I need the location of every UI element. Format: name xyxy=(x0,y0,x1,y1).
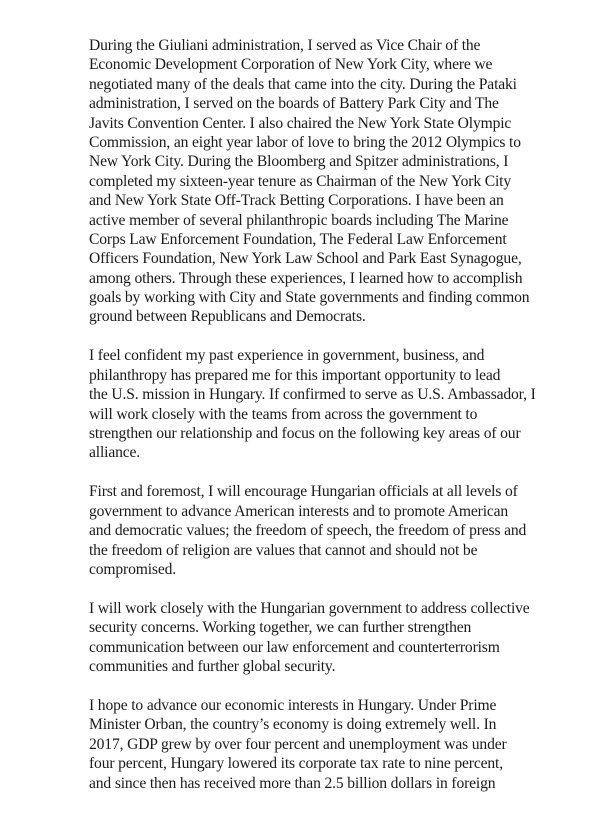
text-line: completed my sixteen-year tenure as Chairman of the New York City xyxy=(89,172,512,190)
text-line: government to advance American interests and to promote American xyxy=(89,502,509,520)
text-line: Javits Convention Center. I also chaired the New York State Olympic xyxy=(89,114,512,132)
text-line: I hope to advance our economic interests in Hungary. Under Prime xyxy=(89,697,497,715)
text-line: First and foremost, I will encourage Hungarian officials at all levels of xyxy=(89,483,518,501)
paragraph-career-background xyxy=(89,36,529,327)
paragraph-security-cooperation xyxy=(89,599,529,677)
text-line: the U.S. mission in Hungary. If confirmed to serve as U.S. Ambassador, I xyxy=(89,386,536,404)
text-line: philanthropy has prepared me for this important opportunity to lead xyxy=(89,366,501,384)
text-line: among others. Through these experiences, I learned how to accomplish xyxy=(89,269,523,287)
text-line: New York City. During the Bloomberg and Spitzer administrations, I xyxy=(89,153,509,171)
text-line: compromised. xyxy=(89,560,176,578)
text-line: and since then has received more than 2.5 billion dollars in foreign xyxy=(89,774,496,792)
paragraph-confidence-statement xyxy=(89,346,536,462)
text-line: strengthen our relationship and focus on the following key areas of our xyxy=(89,425,521,443)
text-line: and democratic values; the freedom of speech, the freedom of press and xyxy=(89,522,527,540)
text-line: four percent, Hungary lowered its corporate tax rate to nine percent, xyxy=(89,755,503,773)
paragraph-democratic-values xyxy=(89,482,529,579)
text-line: and New York State Off-Track Betting Corporations. I have been an xyxy=(89,192,504,210)
text-line: Economic Development Corporation of New York City, where we xyxy=(89,56,493,74)
text-line: I feel confident my past experience in government, business, and xyxy=(89,347,485,365)
text-line: communication between our law enforcement and counterterrorism xyxy=(89,638,500,656)
document-page xyxy=(89,36,536,813)
text-line: ground between Republicans and Democrats. xyxy=(89,308,366,326)
text-line: active member of several philanthropic boards including The Marine xyxy=(89,211,509,229)
text-line: 2017, GDP grew by over four percent and unemployment was under xyxy=(89,735,507,753)
text-line: will work closely with the teams from across the government to xyxy=(89,405,478,423)
text-line: goals by working with City and State governments and finding common xyxy=(89,289,530,307)
text-line: Corps Law Enforcement Foundation, The Federal Law Enforcement xyxy=(89,230,507,248)
text-line: Commission, an eight year labor of love to bring the 2012 Olympics to xyxy=(89,133,521,151)
paragraph-economic-interests xyxy=(89,696,529,793)
text-line: During the Giuliani administration, I served as Vice Chair of the xyxy=(89,37,481,54)
text-line: I will work closely with the Hungarian government to address collective xyxy=(89,599,530,617)
text-line: Minister Orban, the country’s economy is doing extremely well. In xyxy=(89,716,497,734)
text-line: negotiated many of the deals that came into the city. During the Pataki xyxy=(89,75,517,93)
text-line: Officers Foundation, New York Law School and Park East Synagogue, xyxy=(89,250,522,268)
text-line: the freedom of religion are values that cannot and should not be xyxy=(89,541,478,559)
text-line: alliance. xyxy=(89,444,141,462)
text-line: security concerns. Working together, we can further strengthen xyxy=(89,619,472,637)
text-line: administration, I served on the boards of Battery Park City and The xyxy=(89,95,499,113)
text-line: communities and further global security. xyxy=(89,658,336,676)
